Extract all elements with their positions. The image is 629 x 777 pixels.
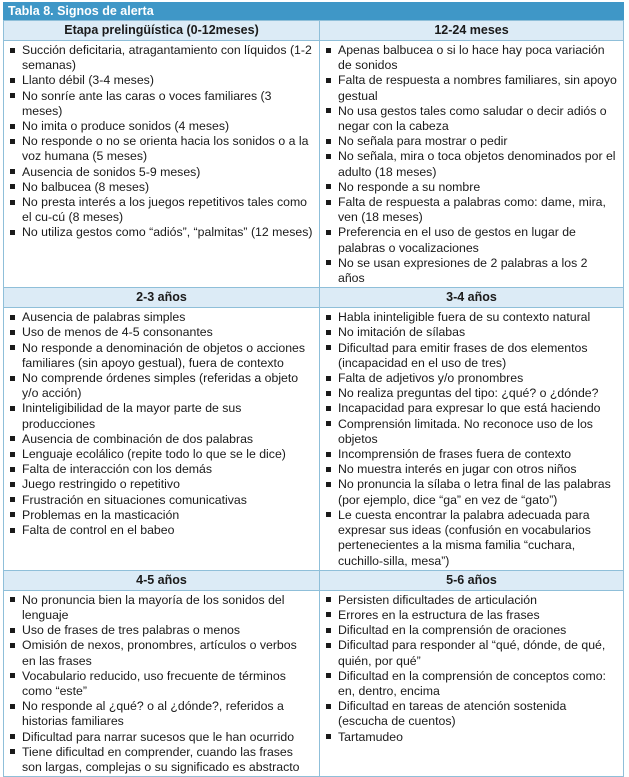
header-row <box>4 570 624 590</box>
list-item: Incomprensión de frases fuera de contexto <box>324 447 617 462</box>
list-item: Comprensión limitada. No reconoce uso de los objetos <box>324 417 617 447</box>
list-item: No pronuncia bien la mayoría de los sonidos del lenguaje <box>8 593 313 623</box>
content-row <box>4 308 624 570</box>
list-item: Dificultad para narrar sucesos que le han ocurrido <box>8 730 313 745</box>
list-item: Uso de frases de tres palabras o menos <box>8 623 313 638</box>
list-item: Preferencia en el uso de gestos en lugar de palabras o vocalizaciones <box>324 225 617 255</box>
list-item: Le cuesta encontrar la palabra adecuada para expresar sus ideas (confusión en vocabularios pertenecientes a la misma familia “cuchara, cuchillo-silla, mesa”) <box>324 508 617 569</box>
list-item: No responde al ¿qué? o al ¿dónde?, referidos a historias familiares <box>8 699 313 729</box>
list-item: No balbucea (8 meses) <box>8 180 313 195</box>
list-item: Ausencia de combinación de dos palabras <box>8 432 313 447</box>
table-body <box>4 21 624 777</box>
list-item: Llanto débil (3-4 meses) <box>8 73 313 88</box>
list-item: Ausencia de sonidos 5-9 meses) <box>8 165 313 180</box>
list-item: Falta de respuesta a nombres familiares, sin apoyo gestual <box>324 73 617 103</box>
list-item: No usa gestos tales como saludar o decir adiós o negar con la cabeza <box>324 104 617 134</box>
list-item: Ausencia de palabras simples <box>8 310 313 325</box>
list-item: Tartamudeo <box>324 730 617 745</box>
list-item: Problemas en la masticación <box>8 508 313 523</box>
list-item: No sonríe ante las caras o voces familiares (3 meses) <box>8 89 313 119</box>
item-list <box>4 591 319 776</box>
list-item: Dificultad en la comprensión de oraciones <box>324 623 617 638</box>
list-item: Errores en la estructura de las frases <box>324 608 617 623</box>
list-item: Dificultad para emitir frases de dos elementos (incapacidad en el uso de tres) <box>324 341 617 371</box>
list-item: Falta de interacción con los demás <box>8 462 313 477</box>
list-item: No utiliza gestos como “adiós”, “palmitas” (12 meses) <box>8 225 313 240</box>
list-item: Tiene dificultad en comprender, cuando las frases son largas, complejas o su significado es abstracto <box>8 745 313 775</box>
item-cell <box>320 308 624 570</box>
list-item: Dificultad en la comprensión de conceptos como: en, dentro, encima <box>324 669 617 699</box>
item-cell <box>320 590 624 776</box>
table-grid <box>3 20 624 777</box>
item-list <box>320 41 623 287</box>
item-cell <box>320 41 624 288</box>
content-row <box>4 590 624 776</box>
list-item: Apenas balbucea o si lo hace hay poca variación de sonidos <box>324 43 617 73</box>
alert-signs-table <box>3 2 624 777</box>
item-cell <box>4 41 320 288</box>
list-item: No presta interés a los juegos repetitivos tales como el cu-cú (8 meses) <box>8 195 313 225</box>
header-row <box>4 21 624 41</box>
list-item: No comprende órdenes simples (referidas a objeto y/o acción) <box>8 371 313 401</box>
list-item: Juego restringido o repetitivo <box>8 477 313 492</box>
list-item: No responde o no se orienta hacia los sonidos o a la voz humana (5 meses) <box>8 134 313 164</box>
list-item: Falta de control en el babeo <box>8 523 313 538</box>
list-item: Habla ininteligible fuera de su contexto natural <box>324 310 617 325</box>
list-item: Falta de respuesta a palabras como: dame, mira, ven (18 meses) <box>324 195 617 225</box>
list-item: No señala para mostrar o pedir <box>324 134 617 149</box>
list-item: Succión deficitaria, atragantamiento con líquidos (1-2 semanas) <box>8 43 313 73</box>
list-item: Incapacidad para expresar lo que está haciendo <box>324 401 617 416</box>
table-title: Tabla 8. Signos de alerta <box>3 2 624 20</box>
list-item: No imita o produce sonidos (4 meses) <box>8 119 313 134</box>
item-list <box>320 591 623 746</box>
list-item: Frustración en situaciones comunicativas <box>8 493 313 508</box>
item-list <box>320 308 623 569</box>
list-item: No muestra interés en jugar con otros niños <box>324 462 617 477</box>
header-row <box>4 288 624 308</box>
list-item: Falta de adjetivos y/o pronombres <box>324 371 617 386</box>
item-cell <box>4 308 320 570</box>
column-header: 12-24 meses <box>320 21 624 41</box>
list-item: No señala, mira o toca objetos denominados por el adulto (18 meses) <box>324 149 617 179</box>
list-item: Persisten dificultades de articulación <box>324 593 617 608</box>
list-item: No responde a su nombre <box>324 180 617 195</box>
list-item: Vocabulario reducido, uso frecuente de términos como “este” <box>8 669 313 699</box>
item-list <box>4 308 319 539</box>
list-item: Dificultad para responder al “qué, dónde, de qué, quién, por qué” <box>324 638 617 668</box>
column-header: Etapa prelingüística (0-12meses) <box>4 21 320 41</box>
list-item: No realiza preguntas del tipo: ¿qué? o ¿dónde? <box>324 386 617 401</box>
column-header: 3-4 años <box>320 288 624 308</box>
list-item: No pronuncia la sílaba o letra final de las palabras (por ejemplo, dice “ga” en vez de “gato”) <box>324 477 617 507</box>
column-header: 4-5 años <box>4 570 320 590</box>
item-cell <box>4 590 320 776</box>
list-item: Lenguaje ecolálico (repite todo lo que se le dice) <box>8 447 313 462</box>
column-header: 5-6 años <box>320 570 624 590</box>
list-item: Uso de menos de 4-5 consonantes <box>8 325 313 340</box>
list-item: No responde a denominación de objetos o acciones familiares (sin apoyo gestual), fuera de contexto <box>8 341 313 371</box>
list-item: No se usan expresiones de 2 palabras a los 2 años <box>324 256 617 286</box>
list-item: Omisión de nexos, pronombres, artículos o verbos en las frases <box>8 638 313 668</box>
item-list <box>4 41 319 242</box>
content-row <box>4 41 624 288</box>
column-header: 2-3 años <box>4 288 320 308</box>
list-item: Ininteligibilidad de la mayor parte de sus producciones <box>8 401 313 431</box>
list-item: Dificultad en tareas de atención sostenida (escucha de cuentos) <box>324 699 617 729</box>
list-item: No imitación de sílabas <box>324 325 617 340</box>
